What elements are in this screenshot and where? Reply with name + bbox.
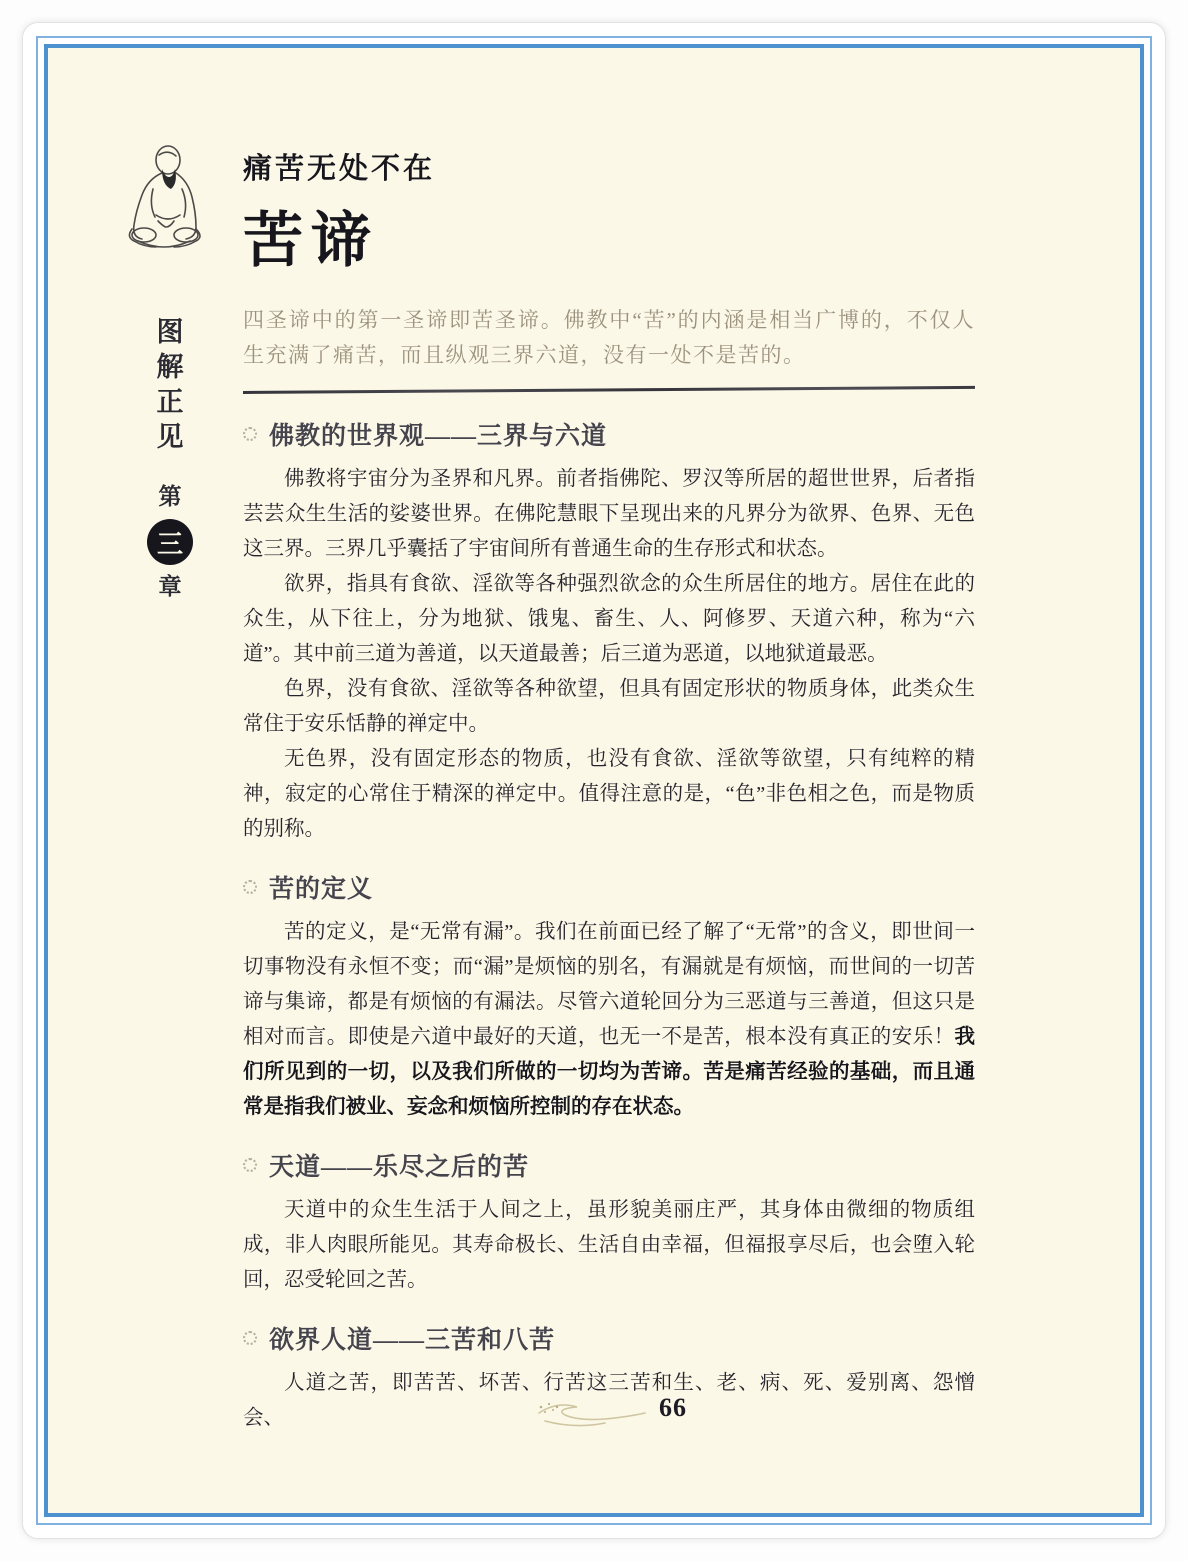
paragraph-text: 苦的定义，是“无常有漏”。我们在前面已经了解了“无常”的含义，即世间一切事物没有永恒不变；而“漏”是烦恼的别名，有漏就是有烦恼，而世间的一切苦谛与集谛，都是有烦恼的有漏法。尽管六道轮回分为三恶道与三善道，但这只是相对而言。即使是六道中最好的天道，也无一不是苦，根本没有真正的安乐！: [243, 921, 975, 1048]
monk-illustration: [118, 143, 210, 255]
intro-paragraph: 四圣谛中的第一圣谛即苦圣谛。佛教中“苦”的内涵是相当广博的，不仅人生充满了痛苦，而且纵观三界六道，没有一处不是苦的。: [243, 308, 975, 367]
paragraph: 无色界，没有固定形态的物质，也没有食欲、淫欲等欲望，只有纯粹的精神，寂定的心常住于精深的禅定中。值得注意的是，“色”非色相之色，而是物质的别称。: [243, 748, 975, 840]
page-number: 66: [659, 1393, 687, 1422]
paragraph: 天道中的众生生活于人间之上，虽形貌美丽庄严，其身体由微细的物质组成，非人肉眼所能见。其寿命极长、生活自由幸福，但福报享尽后，也会堕入轮回，忍受轮回之苦。: [243, 1199, 975, 1291]
section-title: 佛教的世界观——三界与六道: [269, 423, 608, 450]
paragraph: 佛教将宇宙分为圣界和凡界。前者指佛陀、罗汉等所居的超世世界，后者指芸芸众生生活的娑婆世界。在佛陀慧眼下呈现出来的凡界分为欲界、色界、无色这三界。三界几乎囊括了宇宙间所有普通生命的生存形式和状态。: [243, 468, 975, 560]
section-heading-deva-realm: [243, 1147, 975, 1183]
book-page-card: [22, 22, 1166, 1539]
chapter-suffix: 章: [158, 574, 182, 599]
lotus-bullet-icon: [243, 1331, 257, 1345]
section-heading-definition-of-suffering: [243, 869, 975, 905]
book-title-char: 图: [156, 317, 184, 347]
chapter-number-badge: 三: [147, 519, 193, 565]
paragraph: 人道之苦，即苦苦、坏苦、行苦这三苦和生、老、病、死、爱别离、怨憎会、: [243, 1372, 975, 1429]
page-title: 苦谛: [243, 208, 379, 274]
chapter-prefix: 第: [158, 484, 182, 509]
book-title-char: 见: [156, 422, 184, 452]
chapter-kicker: 痛苦无处不在: [243, 153, 436, 185]
paragraph: [243, 915, 975, 1125]
section-heading-world-view: [243, 416, 975, 452]
section-title: 欲界人道——三苦和八苦: [269, 1327, 556, 1354]
blue-frame-inner: [44, 44, 1144, 1517]
lotus-bullet-icon: [243, 427, 257, 441]
header-divider: [243, 386, 975, 394]
section-title: 天道——乐尽之后的苦: [269, 1154, 530, 1181]
paragraph: 欲界，指具有食欲、淫欲等各种强烈欲念的众生所居住的地方。居住在此的众生，从下往上，分为地狱、饿鬼、畜生、人、阿修罗、天道六种，称为“六道”。其中前三道为善道，以天道最善；后三道为恶道，以地狱道最恶。: [243, 573, 975, 665]
section-title: 苦的定义: [269, 876, 374, 903]
lotus-bullet-icon: [243, 880, 257, 894]
paragraph: 色界，没有食欲、淫欲等各种欲望，但具有固定形状的物质身体，此类众生常住于安乐恬静的禅定中。: [243, 678, 975, 735]
main-content: [243, 48, 975, 1513]
paragraph-bold-text: 我们所见到的一切，以及我们所做的一切均为苦谛。苦是痛苦经验的基础，而且通常是指我们被业、妄念和烦恼所控制的存在状态。: [243, 1026, 975, 1118]
book-title-char: 正: [156, 387, 184, 417]
blue-frame-outer: [36, 36, 1152, 1525]
section-heading-human-realm: [243, 1320, 975, 1356]
page-footer: [243, 1385, 975, 1431]
flourish-ornament: [531, 1397, 651, 1431]
lotus-bullet-icon: [243, 1158, 257, 1172]
book-title-char: 解: [156, 352, 184, 382]
sidebar-book-title: [144, 315, 196, 603]
